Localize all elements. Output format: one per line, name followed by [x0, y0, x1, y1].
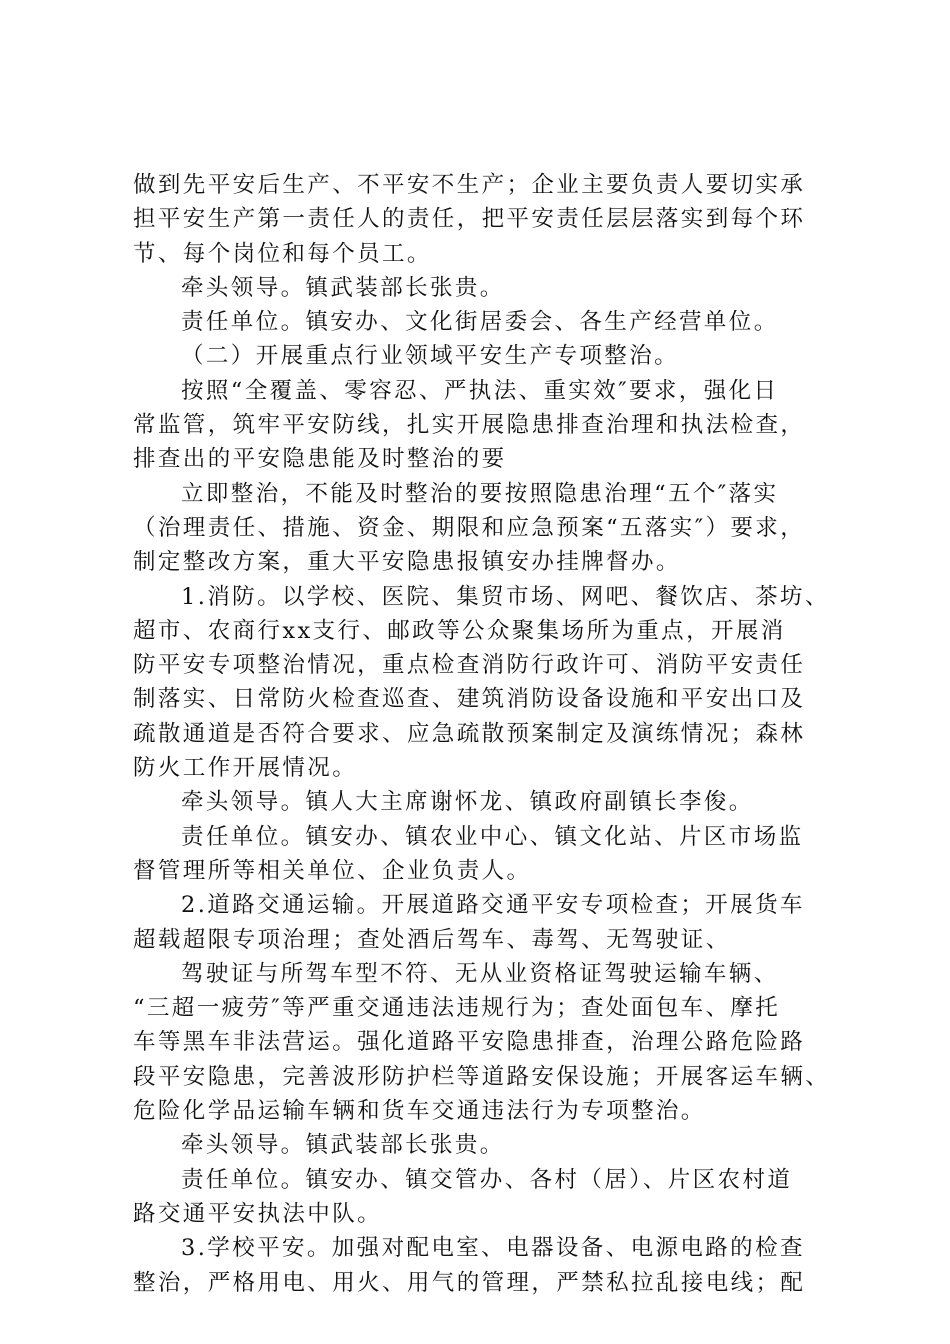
text-line: 制定整改方案，重大平安隐患报镇安办挂牌督办。: [133, 549, 681, 576]
text-line: 驾驶证与所驾车型不符、无从业资格证驾驶运输车辆、: [181, 960, 779, 987]
text-line: 超市、农商行xx支行、邮政等公众聚集场所为重点，开展消: [133, 617, 786, 644]
text-line: 常监管，筑牢平安防线，扎实开展隐患排查治理和执法检查，: [133, 412, 806, 439]
text-line: 责任单位。镇安办、镇农业中心、镇文化站、片区市场监: [181, 823, 804, 850]
text-line: 牵头领导。镇人大主席谢怀龙、镇政府副镇长李俊。: [181, 789, 754, 816]
text-line: 排查出的平安隐患能及时整治的要: [133, 446, 507, 473]
text-line: 节、每个岗位和每个员工。: [133, 240, 432, 267]
text-line: 1.消防。以学校、医院、集贸市场、网吧、餐饮店、茶坊、: [181, 583, 830, 610]
text-line: “三超一疲劳″等严重交通违法违规行为；查处面包车、摩托: [133, 995, 781, 1022]
text-line: 督管理所等相关单位、企业负责人。: [133, 857, 532, 884]
text-line: （治理责任、措施、资金、期限和应急预案“五落实″）要求，: [133, 514, 806, 541]
text-line: 牵头领导。镇武装部长张贵。: [181, 274, 505, 301]
text-line: 2.道路交通运输。开展道路交通平安专项检查；开展货车: [181, 892, 805, 919]
text-line: 防火工作开展情况。: [133, 755, 358, 782]
document-body: [133, 168, 833, 1300]
text-line: 危险化学品运输车辆和货车交通违法行为专项整治。: [133, 1098, 706, 1125]
text-line: 制落实、日常防火检查巡查、建筑消防设备设施和平安出口及: [133, 686, 806, 713]
text-line: 段平安隐患，完善波形防护栏等道路安保设施；开展客运车辆、: [133, 1063, 831, 1090]
text-line: 防平安专项整治情况，重点检查消防行政许可、消防平安责任: [133, 652, 806, 679]
text-line: 责任单位。镇安办、文化街居委会、各生产经营单位。: [181, 309, 779, 336]
text-line: 责任单位。镇安办、镇交管办、各村（居）、片区农村道: [181, 1166, 793, 1193]
text-line: 疏散通道是否符合要求、应急疏散预案制定及演练情况；森林: [133, 720, 806, 747]
text-line: 牵头领导。镇武装部长张贵。: [181, 1132, 505, 1159]
text-line: 车等黑车非法营运。强化道路平安隐患排查，治理公路危险路: [133, 1029, 806, 1056]
text-line: 担平安生产第一责任人的责任，把平安责任层层落实到每个环: [133, 206, 806, 233]
text-line: 3.学校平安。加强对配电室、电器设备、电源电路的检查: [181, 1235, 805, 1262]
section-heading: （二）开展重点行业领域平安生产专项整治。: [181, 343, 680, 370]
text-line: 超载超限专项治理；查处酒后驾车、毒驾、无驾驶证、: [133, 926, 731, 953]
text-line: 整治，严格用电、用火、用气的管理，严禁私拉乱接电线；配: [133, 1269, 806, 1296]
text-line: 按照“全覆盖、零容忍、严执法、重实效″要求，强化日: [181, 377, 779, 404]
text-line: 做到先平安后生产、不平安不生产；企业主要负责人要切实承: [133, 172, 806, 198]
text-line: 立即整治，不能及时整治的要按照隐患治理“五个″落实: [181, 480, 779, 507]
text-line: 路交通平安执法中队。: [133, 1200, 383, 1227]
